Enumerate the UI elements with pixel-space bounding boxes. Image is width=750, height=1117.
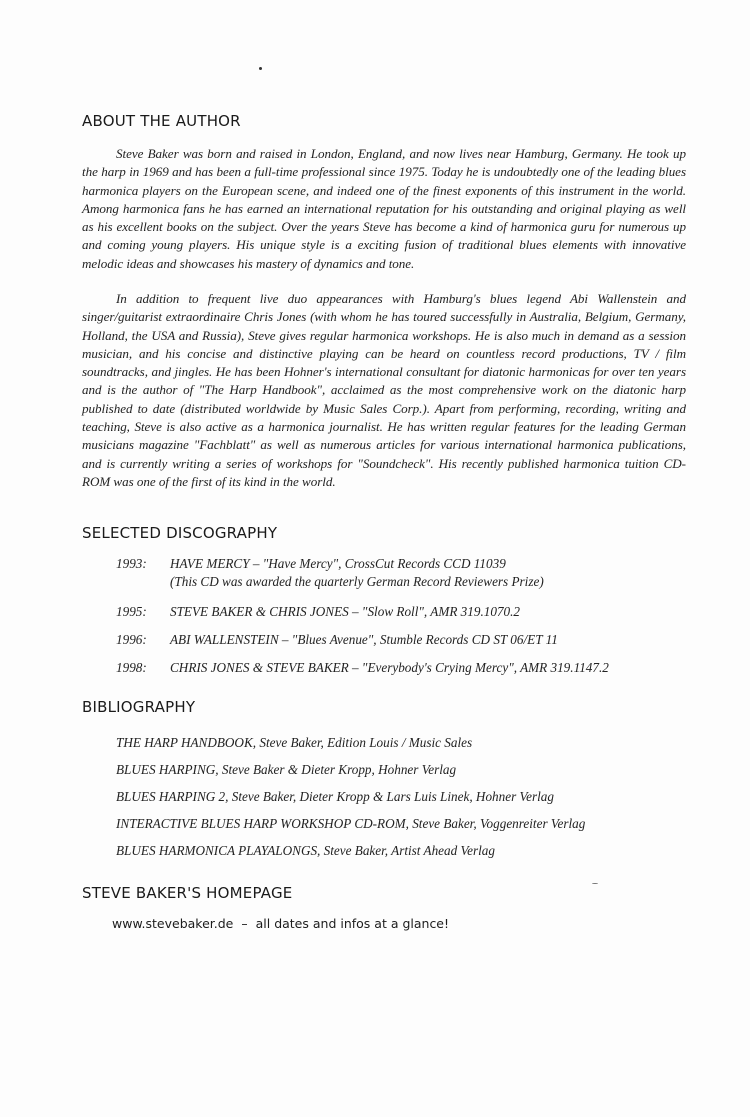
bibliography-entry: BLUES HARMONICA PLAYALONGS, Steve Baker, Artist Ahead Verlag xyxy=(116,843,495,858)
about-paragraph-2: In addition to frequent live duo appearances with Hamburg's blues legend Abi Wallenstein and singer/guitarist extraordinaire Chris Jones (with whom he has toured successfully in Australia, Belgium, Germany, Holland, the USA and Russia), Steve gives regular harmonica workshops. He is also much in demand as a session musician, and his concise and distinctive playing can be heard on countless record productions, TV / film soundtracks, and jingles. He has been Hohner's international consultant for diatonic harmonicas for over ten years and is the author of "The Harp Handbook", acclaimed as the most comprehensive work on the diatonic harp published to date (distributed worldwide by Music Sales Corp.). Apart from performing, recording, writing and teaching, Steve is also active as a harmonica journalist. He has written regular features for the leading German musicians magazine "Fachblatt" as well as numerous articles for various international harmonica publications, and is currently writing a series of workshops for "Soundcheck". His recently published harmonica tuition CD-ROM was one of the first of its kind in the world. xyxy=(82,291,686,489)
discography-entry xyxy=(116,603,716,621)
bibliography-entry: BLUES HARPING 2, Steve Baker, Dieter Kropp & Lars Luis Linek, Hohner Verlag xyxy=(116,789,554,804)
paper-speck xyxy=(259,67,262,70)
bibliography-entry: INTERACTIVE BLUES HARP WORKSHOP CD-ROM, Steve Baker, Voggenreiter Verlag xyxy=(116,816,586,831)
discography-entry xyxy=(116,631,716,649)
discography-year: 1998: xyxy=(116,660,147,675)
homepage-line xyxy=(112,916,449,931)
bibliography-heading: BIBLIOGRAPHY xyxy=(82,698,196,716)
paper-speck xyxy=(592,883,598,884)
discography-title: STEVE BAKER & CHRIS JONES – "Slow Roll", AMR 319.1070.2 xyxy=(170,604,521,619)
discography-year: 1995: xyxy=(116,604,147,619)
discography-note: (This CD was awarded the quarterly German Record Reviewers Prize) xyxy=(170,574,544,589)
discography-title: HAVE MERCY – "Have Mercy", CrossCut Records CCD 11039 xyxy=(170,556,506,571)
discography-year: 1996: xyxy=(116,632,147,647)
discography-entry xyxy=(116,659,716,677)
homepage-heading: STEVE BAKER'S HOMEPAGE xyxy=(82,884,293,902)
bibliography-entry: BLUES HARPING, Steve Baker & Dieter Kropp, Hohner Verlag xyxy=(116,762,457,777)
bibliography-entry: THE HARP HANDBOOK, Steve Baker, Edition Louis / Music Sales xyxy=(116,735,473,750)
about-heading: ABOUT THE AUTHOR xyxy=(82,112,241,130)
discography-title: CHRIS JONES & STEVE BAKER – "Everybody's Crying Mercy", AMR 319.1147.2 xyxy=(170,660,609,675)
discography-title: ABI WALLENSTEIN – "Blues Avenue", Stumble Records CD ST 06/ET 11 xyxy=(170,632,558,647)
homepage-separator: – xyxy=(241,916,248,931)
homepage-url: www.stevebaker.de xyxy=(112,916,234,931)
discography-heading: SELECTED DISCOGRAPHY xyxy=(82,524,278,542)
discography-entry xyxy=(116,555,716,591)
about-paragraph-1: Steve Baker was born and raised in London, England, and now lives near Hamburg, Germany. He took up the harp in 1969 and has been a full-time professional since 1975. Today he is undoubtedly one of the leading blues harmonica players on the European scene, and indeed one of the finest exponents of this instrument in the world. Among harmonica fans he has earned an international reputation for his outstanding and original playing as well as his excellent books on the subject. Over the years Steve has become a kind of harmonica guru for numerous up and coming young players. His unique style is a exciting fusion of traditional blues elements with innovative melodic ideas and showcases his mastery of dynamics and tone. xyxy=(82,146,686,271)
homepage-tagline: all dates and infos at a glance! xyxy=(255,916,450,931)
discography-year: 1993: xyxy=(116,556,147,571)
